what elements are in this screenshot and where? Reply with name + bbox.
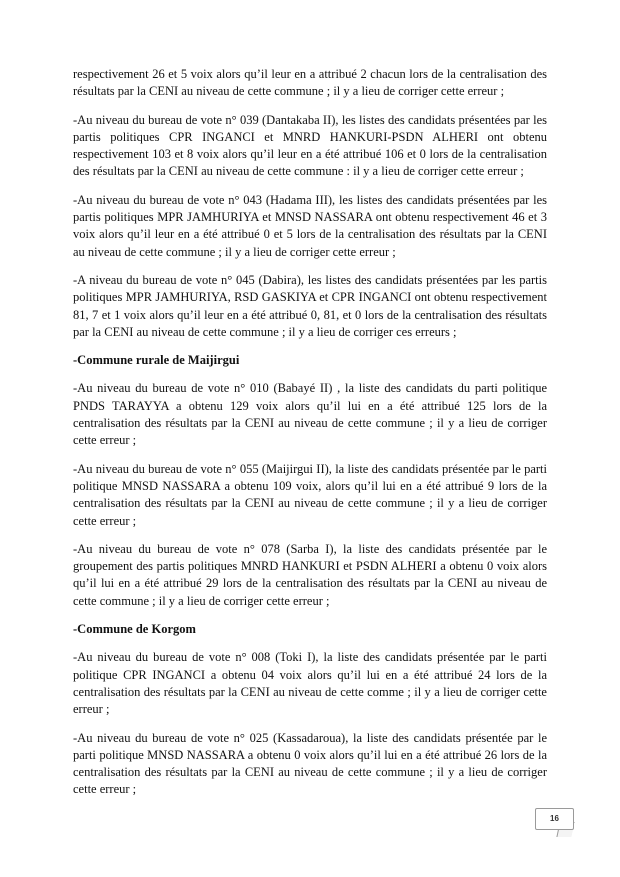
paragraph: -A niveau du bureau de vote n° 045 (Dabira), les listes des candidats présentées par les partis politiques MPR JAMHURIYA, RSD GASKIYA et CPR INGANCI ont obtenu respectivement 81, 7 et 1 voix alors qu’il leur en a été attribué 0, 81, et 0 lors de la centralisation des résultats par la CENI au niveau de cette commune ; il y a lieu de corriger ces erreurs ; [73, 272, 547, 339]
section-heading: -Commune rurale de Maijirgui [73, 353, 240, 368]
page-number: 16 [535, 808, 574, 830]
paragraph: respectivement 26 et 5 voix alors qu’il leur en a attribué 2 chacun lors de la centralisation des résultats par la CENI au niveau de cette commune ; il y a lieu de corriger cette erreur ; [73, 67, 547, 99]
paragraph: -Au niveau du bureau de vote n° 043 (Hadama III), les listes des candidats présentées par les partis politiques MPR JAMHURIYA et MNSD NASSARA ont obtenu respectivement 46 et 3 voix alors qu’il leur en a été attribué 0 et 5 lors de la centralisation des résultats par la CENI au niveau de cette commune ; il y a lieu de corriger cette erreur ; [73, 192, 547, 259]
document-body [73, 66, 547, 810]
paragraph: -Au niveau du bureau de vote n° 078 (Sarba I), la liste des candidats présentée par le groupement des partis politiques MNRD HANKURI et PSDN ALHERI a obtenu 0 voix alors qu’il lui en a été attribué 29 lors de la centralisation des résultats par la CENI au niveau de cette commune ; il y a lieu de corriger cette erreur ; [73, 541, 547, 608]
paragraph: -Au niveau du bureau de vote n° 008 (Toki I), la liste des candidats présentée par le parti politique CPR INGANCI a obtenu 04 voix alors qu’il lui en a été attribué 24 lors de la centralisation des résultats par la CENI au niveau de cette comme ; il y a lieu de corriger cette erreur ; [73, 650, 547, 717]
paragraph: -Au niveau du bureau de vote n° 055 (Maijirgui II), la liste des candidats présentée par le parti politique MNSD NASSARA a obtenu 109 voix, alors qu’il lui en a été attribué 9 lors de la centralisation des résultats par la CENI au niveau de cette commune ; il y a lieu de corriger cette erreur ; [73, 461, 547, 528]
section-heading: -Commune de Korgom [73, 622, 196, 637]
paragraph: -Au niveau du bureau de vote n° 010 (Babayé II) , la liste des candidats du parti politique PNDS TARAYYA a obtenu 129 voix alors qu’il lui en a été attribué 125 lors de la centralisation des résultats par la CENI au niveau de cette commune ; il y a lieu de corriger cette erreur ; [73, 381, 547, 448]
paragraph: -Au niveau du bureau de vote n° 039 (Dantakaba II), les listes des candidats présentées par les partis politiques CPR INGANCI et MNRD HANKURI-PSDN ALHERI ont obtenu respectivement 103 et 8 voix alors qu’il leur en a été attribué 106 et 0 lors de la centralisation des résultats par la CENI au niveau de cette commune : il y a lieu de corriger cette erreur ; [73, 112, 547, 179]
paragraph: -Au niveau du bureau de vote n° 025 (Kassadaroua), la liste des candidats présentée par le parti politique MNSD NASSARA a obtenu 0 voix alors qu’il lui en a été attribué 26 lors de la centralisation des résultats par la CENI au niveau de cette commune ; il y a lieu de corriger cette erreur ; [73, 730, 547, 797]
